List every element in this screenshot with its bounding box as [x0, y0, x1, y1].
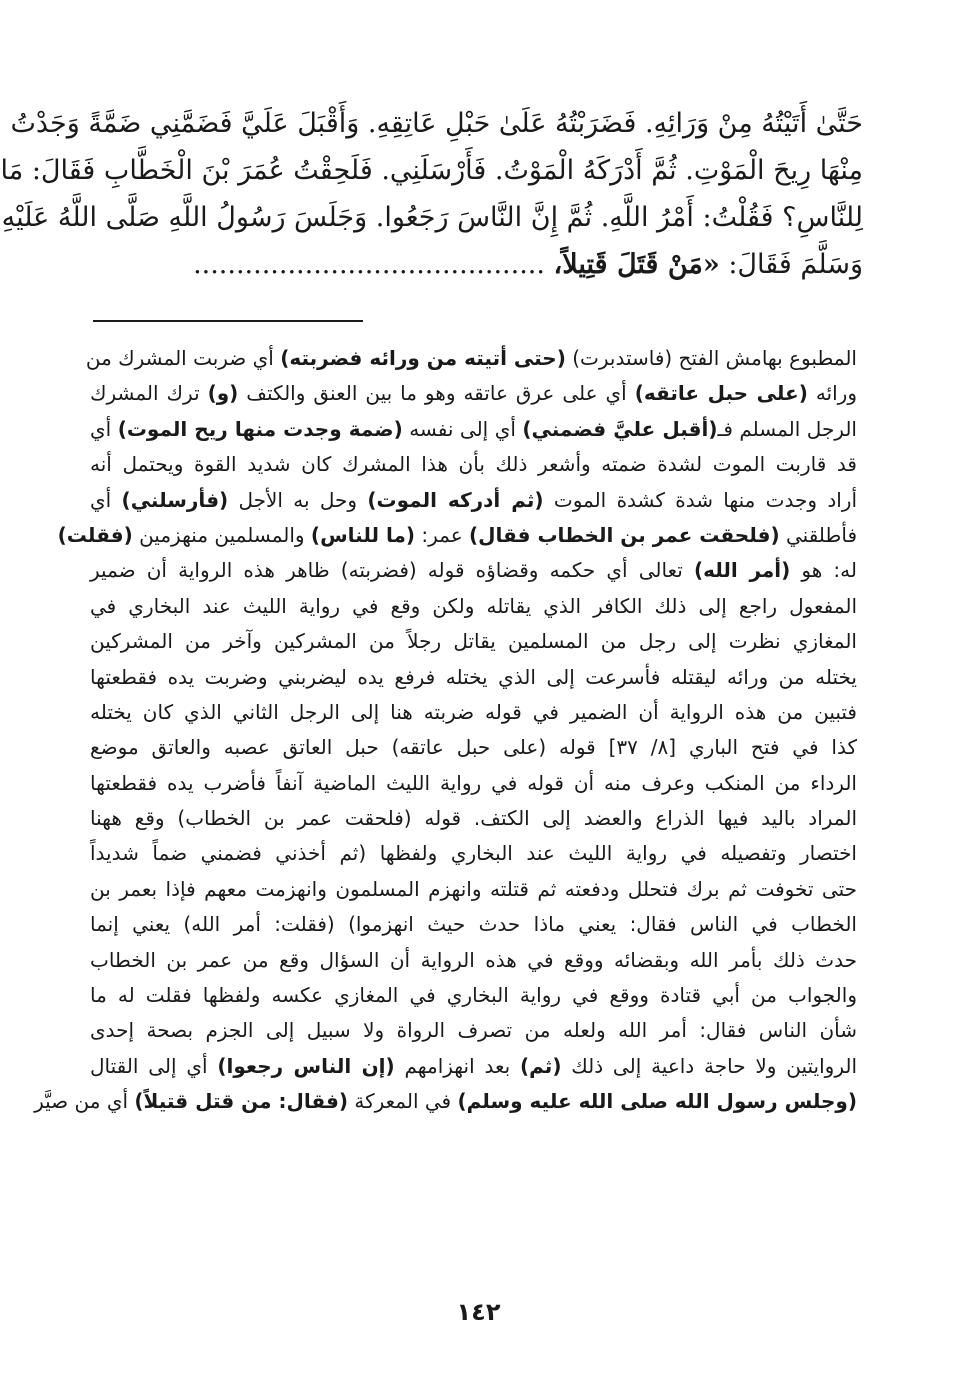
commentary-line: [90, 978, 857, 1013]
bold-quote: (ضمة وجدت منها ريح الموت): [117, 416, 403, 441]
commentary-line: [90, 589, 857, 624]
hadith-text: [0, 100, 863, 288]
commentary-line: [90, 872, 857, 907]
commentary-text-segment: وحل به الأجل: [228, 487, 368, 512]
commentary-text-segment: قد قاربت الموت لشدة ضمته وأشعر ذلك بأن هذا المشرك كان شديد القوة ويحتمل أنه: [90, 452, 857, 477]
commentary-text-segment: في المعركة: [348, 1089, 458, 1114]
commentary-line: [90, 376, 857, 411]
commentary-text-segment: الرداء من المنكب وعرف منه أن قوله في رواية الليث الماضية آنفاً فأضرب يده فقطعتها: [90, 770, 857, 795]
commentary-text-segment: أي ضربت المشرك من: [85, 346, 281, 370]
commentary-line: [90, 1013, 857, 1048]
commentary-text: [34, 341, 858, 1120]
commentary-text-segment: أي: [90, 416, 118, 441]
commentary-text-segment: عمر:: [415, 522, 469, 547]
footnote-divider: [93, 320, 363, 322]
bold-quote: (فقال: من قتل قتيلاً): [134, 1089, 349, 1114]
bold-quote: (وجلس رسول الله صلى الله عليه وسلم): [457, 1089, 857, 1114]
bold-quote: (على حبل عاتقه): [634, 381, 808, 406]
commentary-line: [90, 801, 857, 836]
commentary-text-segment: حتى تخوفت ثم برك فتحلل ودفعته ثم قتلته وانهزم المسلمون وانهزمت معهم فإذا بعمر بن: [90, 876, 857, 901]
commentary-text-segment: فأطلقني: [779, 522, 857, 547]
bold-quote: (ثم أدركه الموت): [367, 487, 544, 512]
commentary-line: [90, 836, 857, 871]
commentary-text-segment: حدث ذلك بأمر الله وبقضائه ووقع في هذه الرواية أن السؤال وقع من عمر بن الخطاب: [90, 947, 857, 972]
commentary-line: [90, 447, 857, 482]
commentary-text-segment: اختصار وتفصيله في رواية الليث عند البخاري ولفظها (ثم أخذني فضمني ضماً شديداً: [90, 841, 857, 866]
bold-quote: (فأرسلني): [121, 487, 229, 512]
commentary-text-segment: المفعول راجع إلى ذلك الكافر الذي يقاتله ولكن وقع في رواية الليث عند البخاري في: [90, 593, 857, 618]
page-number: ١٤٢: [456, 1298, 501, 1326]
commentary-line: [90, 695, 857, 730]
commentary-text-segment: المغازي نظرت إلى رجل من المسلمين يقاتل رجلاً من المشركين وآخر من المشركين: [90, 629, 857, 654]
bold-quote: (و): [207, 381, 239, 406]
commentary-text-segment: والجواب من أبي قتادة ووقع في رواية البخاري في المغازي عكسه ولفظها فقلت له ما: [90, 983, 857, 1008]
commentary-text-segment: كذا في فتح الباري [٨/ ٣٧] قوله (على حبل عاتقه) حبل العاتق عصبه والعاتق موضع: [90, 735, 857, 760]
commentary-line: [90, 553, 857, 588]
commentary-line: [90, 660, 857, 695]
bold-quote: (ثم): [519, 1053, 562, 1078]
commentary-text-segment: أراد وجدت منها شدة كشدة الموت: [543, 487, 858, 512]
commentary-text-segment: أي إلى القتال: [90, 1053, 218, 1078]
hadith-line: لِلنَّاسِ؟ فَقُلْتُ: أَمْرُ اللَّهِ. ثُمَّ إِنَّ النَّاسَ رَجَعُوا. وَجَلَسَ رَسُولُ اللَّهِ صَلَّى اللَّهُ عَلَيْهِ: [1, 202, 863, 233]
commentary-text-segment: الروايتين ولا حاجة داعية إلى ذلك: [561, 1053, 858, 1078]
commentary-line: [90, 730, 857, 765]
commentary-text-segment: ترك المشرك: [90, 381, 208, 406]
commentary-text-segment: له: هو: [790, 558, 857, 583]
hadith-line: مِنْهَا رِيحَ الْمَوْتِ. ثُمَّ أَدْرَكَهُ الْمَوْتُ. فَأَرْسَلَنِي. فَلَحِقْتُ عُمَرَ بْنَ الْخَطَّابِ فَقَالَ: مَا: [0, 155, 863, 186]
hadith-line: حَتَّىٰ أَتَيْتُهُ مِنْ وَرَائِهِ. فَضَرَبْتُهُ عَلَىٰ حَبْلِ عَاتِقِهِ. وَأَقْبَلَ عَلَيَّ فَضَمَّنِي ضَمَّةً وَجَدْتُ: [10, 108, 863, 139]
commentary-line: [90, 624, 857, 659]
commentary-line: [90, 766, 857, 801]
bold-quote: (فقلت): [57, 522, 133, 547]
commentary-line: [90, 907, 857, 942]
commentary-text-segment: شأن الناس فقال: أمر الله ولعله من تصرف الرواة ولا سبيل إلى الجزم بصحة إحدى: [90, 1018, 857, 1043]
commentary-text-segment: فتبين من هذه الرواية أن الضمير في قوله ضربته هنا إلى الرجل الثاني الذي كان يختله: [90, 699, 857, 724]
bold-quote: (ما للناس): [310, 522, 416, 547]
commentary-text-segment: أي من صيَّر: [34, 1089, 135, 1114]
bold-quote: (حتى أتيته من ورائه فضربته): [280, 346, 566, 370]
commentary-text-segment: يختله من ورائه ليقتله فأسرعت إلى الذي يختله فرفع يده ليضربني وضربت يده فقطعتها: [90, 664, 857, 689]
commentary-text-segment: الرجل المسلم فـ: [717, 416, 857, 441]
hadith-line: [86, 241, 863, 288]
hadith-line-text: وَسَلَّمَ فَقَالَ:: [719, 249, 863, 280]
commentary-text-segment: أي: [90, 487, 122, 512]
commentary-text-segment: المطبوع بهامش الفتح (فاستدبرت): [565, 346, 857, 370]
commentary-text-segment: أي إلى نفسه: [402, 416, 523, 441]
commentary-line: [85, 341, 857, 376]
bold-quote: (أقبل عليَّ فضمني): [522, 416, 718, 441]
commentary-text-segment: أي على عرق عاتقه وهو ما بين العنق والكتف: [238, 381, 635, 406]
commentary-text-segment: والمسلمين منهزمين: [132, 522, 311, 547]
commentary-line: [34, 1084, 857, 1119]
hadith-quote: «مَنْ قَتَلَ قَتِيلاً،: [553, 249, 720, 280]
bold-quote: (إن الناس رجعوا): [217, 1053, 395, 1078]
commentary-text-segment: بعد انهزامهم: [394, 1053, 520, 1078]
bold-quote: (أمر الله): [693, 558, 791, 583]
commentary-text-segment: المراد باليد فيها الذراع والعضد إلى الكتف. قوله (فلحقت عمر بن الخطاب) وقع ههنا: [90, 806, 857, 831]
commentary-line: [90, 1049, 857, 1084]
ellipsis-dots: .........................................: [193, 249, 554, 280]
commentary-line: [57, 518, 857, 553]
bold-quote: (فلحقت عمر بن الخطاب فقال): [469, 522, 780, 547]
commentary-text-segment: الخطاب في الناس فقال: يعني ماذا حدث حيث انهزموا) (فقلت: أمر الله) يعني إنما: [90, 912, 857, 937]
commentary-text-segment: ورائه: [807, 381, 857, 406]
commentary-line: [90, 412, 857, 447]
commentary-text-segment: تعالى أي حكمه وقضاؤه قوله (فضربته) ظاهر هذه الرواية أن ضمير: [90, 558, 694, 583]
commentary-line: [90, 483, 857, 518]
commentary-line: [90, 943, 857, 978]
